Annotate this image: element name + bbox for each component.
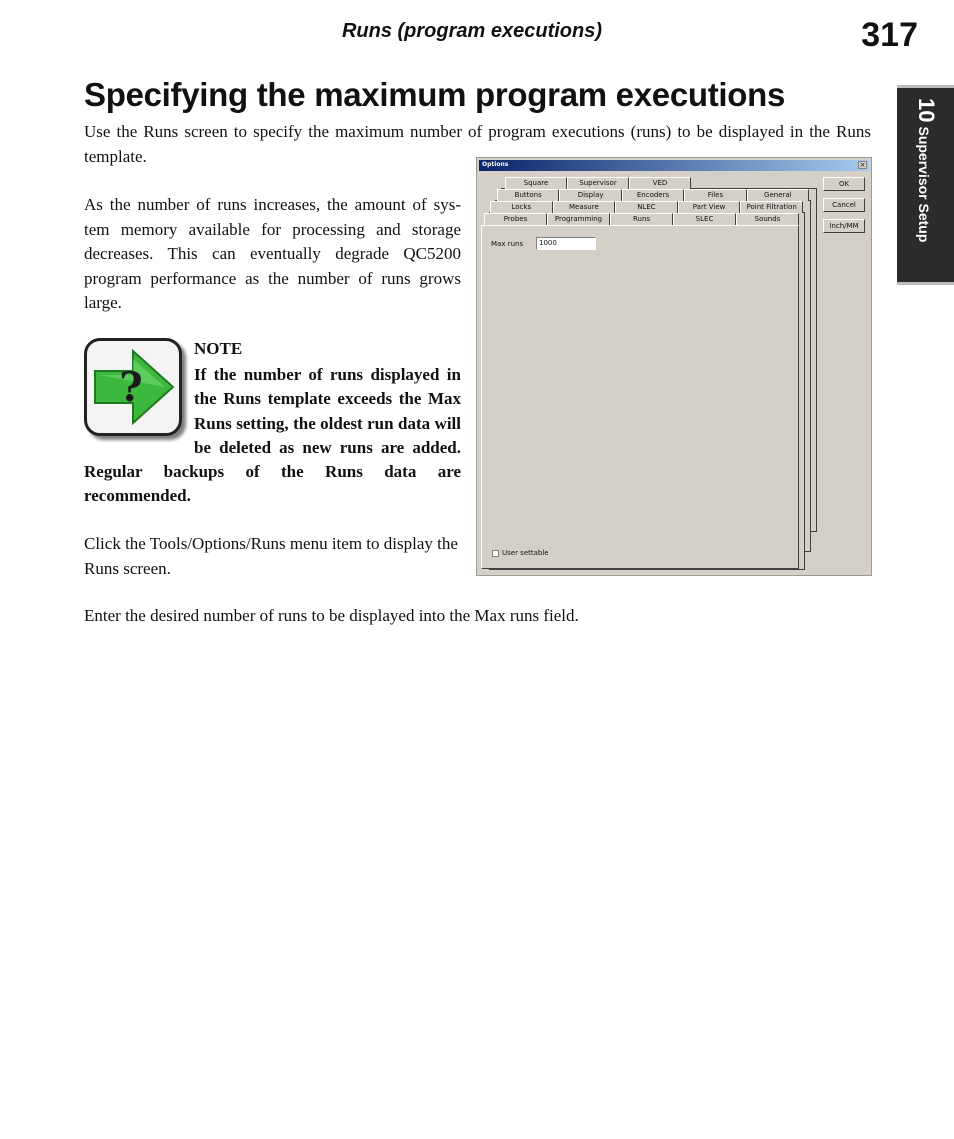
tab-measure[interactable]: Measure	[553, 201, 616, 213]
note-text: If the number of runs displayed in the Runs template exceeds the Max Runs setting, the oldest run data will be deleted as new runs are added. Regular backups of the Runs data are recommended.	[84, 365, 461, 506]
tab-ved[interactable]: VED	[629, 177, 691, 189]
memory-paragraph: As the number of runs increases, the amount of sys-tem memory available for processing and storage decreases. This can eventually degrade QC5200 program performance as the number of runs grows large.	[84, 195, 461, 312]
cancel-button[interactable]: Cancel	[823, 198, 865, 212]
note-title: NOTE	[194, 339, 243, 358]
dialog-titlebar	[479, 160, 869, 171]
tab-general[interactable]: General	[747, 189, 809, 201]
tab-encoders[interactable]: Encoders	[622, 189, 684, 201]
tab-buttons[interactable]: Buttons	[497, 189, 559, 201]
dialog-title: Options	[482, 161, 509, 168]
page-number: 317	[861, 16, 918, 54]
tab-square[interactable]: Square	[505, 177, 567, 189]
chapter-title: Supervisor Setup	[916, 126, 932, 243]
tab-point-filtration[interactable]: Point Filtration	[740, 201, 803, 213]
max-runs-input[interactable]: 1000	[536, 237, 596, 250]
svg-text:?: ?	[119, 364, 143, 411]
tab-row-4	[484, 213, 799, 225]
close-icon[interactable]: ×	[859, 161, 866, 169]
section-heading: Specifying the maximum program executions	[84, 76, 786, 113]
click-instruction: Click the Tools/Options/Runs menu item to display the Runs screen.	[84, 534, 458, 578]
tab-programming[interactable]: Programming	[547, 213, 610, 225]
tab-row-3	[490, 201, 803, 213]
tab-locks[interactable]: Locks	[490, 201, 553, 213]
chapter-tab-label	[913, 98, 939, 242]
tab-probes[interactable]: Probes	[484, 213, 547, 225]
tab-runs[interactable]: Runs	[610, 213, 673, 225]
user-settable-label: User settable	[502, 549, 549, 557]
note-block	[84, 363, 461, 509]
inch-mm-button[interactable]: Inch/MM	[823, 219, 865, 233]
tab-sounds[interactable]: Sounds	[736, 213, 799, 225]
tab-part-view[interactable]: Part View	[678, 201, 741, 213]
chapter-number: 10	[914, 98, 939, 123]
running-head: Runs (program executions)	[341, 20, 603, 42]
enter-instruction: Enter the desired number of runs to be displayed into the Max runs field.	[84, 606, 579, 625]
chapter-tab	[897, 85, 954, 285]
tab-display[interactable]: Display	[559, 189, 621, 201]
ok-button[interactable]: OK	[823, 177, 865, 191]
intro-paragraph: Use the Runs screen to specify the maximum number of program executions (runs) to be displayed in the Runs template.	[84, 122, 871, 166]
tab-row-1	[505, 177, 691, 189]
tab-files[interactable]: Files	[684, 189, 746, 201]
runs-tab-page	[481, 225, 799, 569]
tab-nlec[interactable]: NLEC	[615, 201, 678, 213]
tab-slec[interactable]: SLEC	[673, 213, 736, 225]
tab-supervisor[interactable]: Supervisor	[567, 177, 629, 189]
max-runs-label: Max runs	[491, 240, 524, 248]
options-dialog	[476, 157, 872, 576]
note-icon-spacer	[84, 363, 194, 459]
user-settable-checkbox[interactable]	[492, 550, 499, 557]
tab-row-2	[497, 189, 809, 201]
